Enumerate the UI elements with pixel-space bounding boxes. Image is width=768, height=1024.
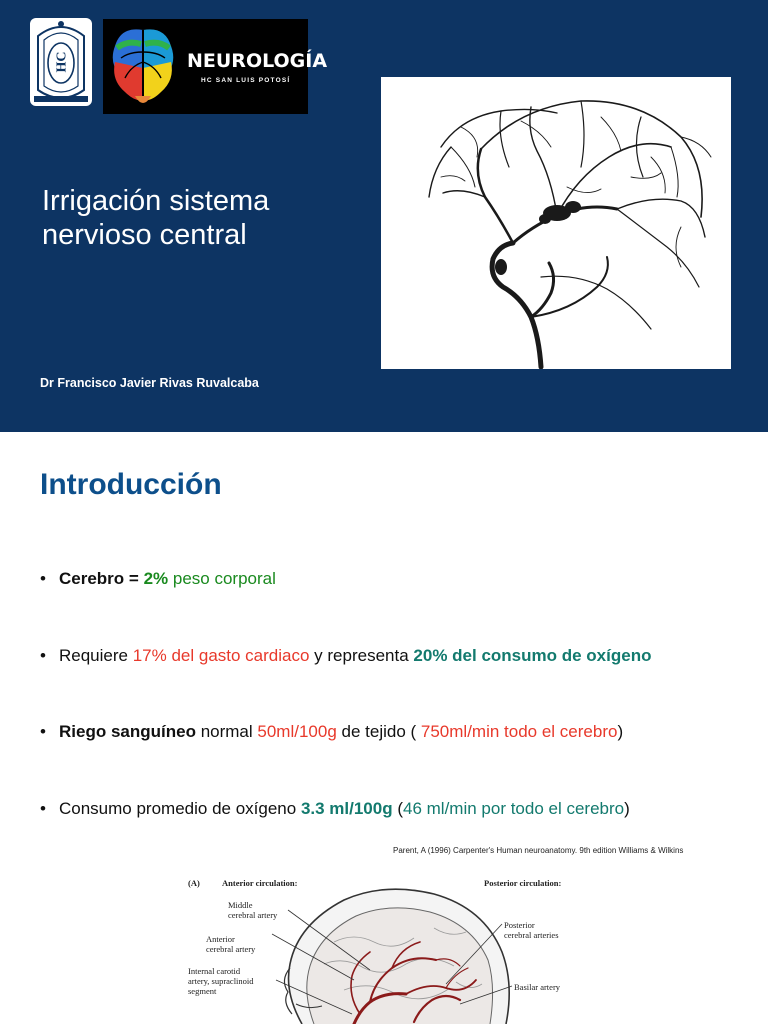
posterior-heading: Posterior circulation: [484, 878, 562, 888]
bullet-text: normal [195, 722, 258, 741]
label-line: segment [188, 986, 217, 996]
bullet-text: 20% del consumo de oxígeno [413, 646, 652, 665]
bullet-text: 17% del gasto cardiaco [132, 646, 310, 665]
bullet-text: Requiere [59, 646, 133, 665]
colored-brain-icon [107, 22, 179, 110]
bullet-text: 750ml/min todo el cerebro [420, 722, 618, 741]
bullet-text: ) [624, 799, 630, 818]
label-line: Middle [228, 900, 253, 910]
label-basilar-artery: Basilar artery [514, 982, 561, 992]
university-seal-logo [28, 16, 94, 108]
bullet-text: 2% [143, 569, 169, 588]
label-posterior-cerebral-arteries [504, 920, 559, 940]
title-slide [0, 0, 768, 432]
logo-title: NEUROLOGÍA [187, 50, 328, 72]
bullet-item [40, 799, 630, 819]
label-middle-cerebral-artery [228, 900, 277, 920]
bullet-text: ) [617, 722, 624, 741]
bullet-dot-icon: • [40, 646, 46, 665]
bullet-text: = [124, 569, 144, 588]
bullet-text: Cerebro [59, 569, 125, 588]
section-title: Introducción [40, 468, 222, 501]
figure-panel-label: (A) [188, 878, 200, 888]
bullet-text: y representa [309, 646, 414, 665]
seal-letters: HC [54, 51, 70, 73]
label-line: cerebral artery [228, 910, 278, 920]
bullet-dot-icon: • [40, 722, 46, 741]
label-anterior-cerebral-artery [206, 934, 255, 954]
bullet-text: 50ml/100g [257, 722, 337, 741]
logo-subtitle: HC SAN LUIS POTOSÍ [201, 77, 291, 84]
bullet-text: 3.3 ml/100g [300, 799, 393, 818]
cerebral-angiography-image [381, 77, 731, 369]
introduction-slide [0, 432, 768, 1024]
label-internal-carotid-artery [188, 966, 254, 996]
bullet-text: Riego sanguíneo [59, 722, 196, 741]
author-name: Dr Francisco Javier Rivas Ruvalcaba [40, 376, 259, 390]
slide-title [42, 184, 269, 252]
bullet-text: de tejido ( [336, 722, 421, 741]
label-line: Posterior [504, 920, 535, 930]
slide-title-line: Irrigación sistema [42, 185, 270, 217]
anterior-heading: Anterior circulation: [222, 878, 298, 888]
bullet-item [40, 569, 276, 589]
neurologia-logo [103, 19, 328, 114]
bullet-text: 46 ml/min por todo el cerebro [403, 799, 625, 818]
bullet-text: peso corporal [168, 569, 276, 588]
label-line: cerebral artery [206, 944, 256, 954]
label-line: artery, supraclinoid [188, 976, 254, 986]
label-line: cerebral arteries [504, 930, 559, 940]
citation: Parent, A (1996) Carpenter's Human neuroanatomy. 9th edition Williams & Wilkins [393, 846, 684, 855]
arterial-circulation-figure [184, 872, 584, 1024]
slide-title-line: nervioso central [42, 219, 247, 251]
bullet-dot-icon: • [40, 799, 46, 818]
bullet-item [40, 646, 651, 666]
bullet-item [40, 722, 623, 742]
bullet-text: ( [392, 799, 403, 818]
label-line: Internal carotid [188, 966, 241, 976]
label-line: Anterior [206, 934, 235, 944]
bullet-text: Consumo promedio de oxígeno [59, 799, 301, 818]
bullet-dot-icon: • [40, 569, 46, 588]
